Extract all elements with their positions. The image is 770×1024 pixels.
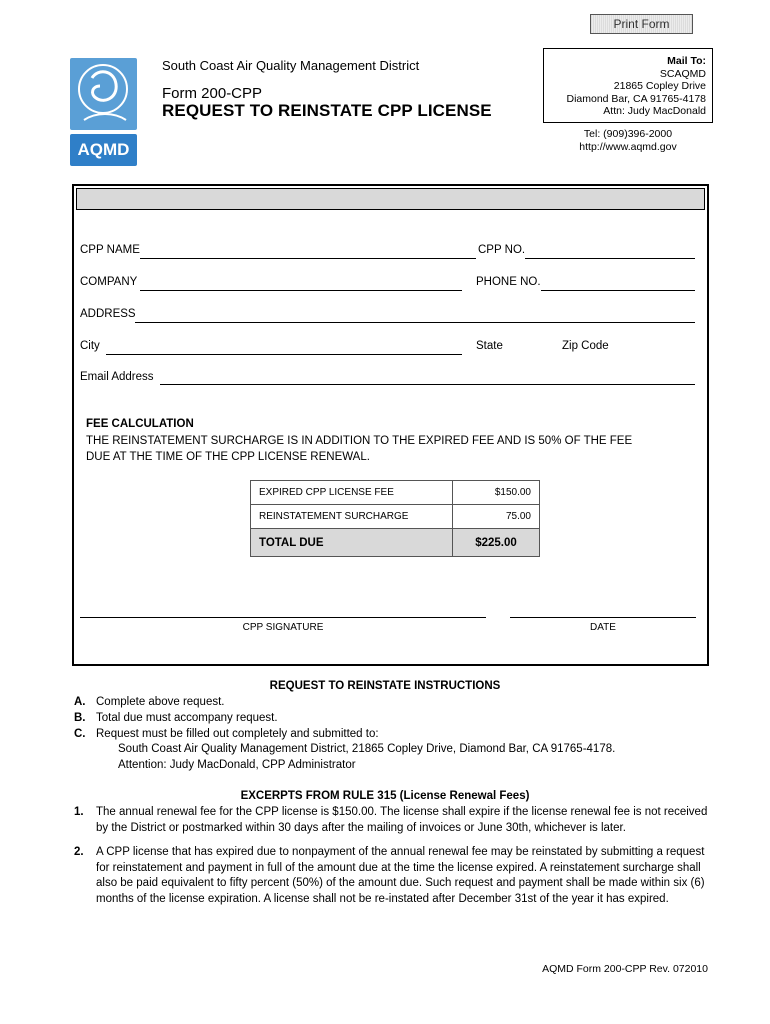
total-row bbox=[251, 529, 540, 557]
company-label: COMPANY bbox=[80, 276, 138, 288]
excerpt-item bbox=[74, 805, 714, 836]
instruction-text: Request must be filled out completely and submitted to: bbox=[96, 728, 379, 740]
submission-address: South Coast Air Quality Management District, 21865 Copley Drive, Diamond Bar, CA 91765-4178. bbox=[118, 743, 616, 755]
logo-emblem bbox=[70, 58, 137, 130]
fee-table bbox=[250, 480, 540, 557]
company-input[interactable] bbox=[140, 290, 462, 291]
district-name: South Coast Air Quality Management District bbox=[162, 58, 420, 73]
mail-to-line: Diamond Bar, CA 91765-4178 bbox=[566, 92, 706, 105]
form-header-bar bbox=[76, 188, 705, 210]
fee-calculation-text: THE REINSTATEMENT SURCHARGE IS IN ADDITION TO THE EXPIRED FEE AND IS 50% OF THE FEE DUE AT THE TIME OF THE CPP LICENSE RENEWAL. bbox=[86, 435, 633, 463]
cpp-no-input[interactable] bbox=[525, 258, 695, 259]
email-input[interactable] bbox=[160, 384, 695, 385]
phone-no-input[interactable] bbox=[541, 290, 695, 291]
logo-figure-icon bbox=[70, 58, 137, 130]
total-label: TOTAL DUE bbox=[251, 529, 453, 557]
submission-attention: Attention: Judy MacDonald, CPP Administrator bbox=[118, 759, 356, 771]
fee-row-label: EXPIRED CPP LICENSE FEE bbox=[251, 481, 453, 505]
instruction-key: C. bbox=[74, 728, 86, 740]
contact-info bbox=[543, 128, 713, 153]
excerpts-title: EXCERPTS FROM RULE 315 (License Renewal Fees) bbox=[240, 790, 530, 802]
cpp-name-input[interactable] bbox=[140, 258, 476, 259]
excerpt-text: The annual renewal fee for the CPP license is $150.00. The license shall expire if the license renewal fee is not received by the District or postmarked within 30 days after the mailing of invoices or June 30th, whichever is later. bbox=[96, 806, 708, 834]
fee-row-value: $150.00 bbox=[453, 481, 540, 505]
instruction-item bbox=[74, 695, 714, 711]
mail-to-box bbox=[543, 48, 713, 123]
aqmd-logo bbox=[70, 58, 137, 166]
mail-to-heading: Mail To: bbox=[667, 55, 706, 67]
instruction-key: B. bbox=[74, 712, 86, 724]
zip-code-label: Zip Code bbox=[562, 340, 609, 352]
fee-row-label: REINSTATEMENT SURCHARGE bbox=[251, 505, 453, 529]
date-line[interactable] bbox=[510, 617, 696, 618]
cpp-name-label: CPP NAME bbox=[80, 244, 140, 256]
mail-to-line: SCAQMD bbox=[659, 67, 706, 80]
total-value: $225.00 bbox=[453, 529, 540, 557]
print-form-button[interactable]: Print Form bbox=[590, 14, 693, 34]
signature-line[interactable] bbox=[80, 617, 486, 618]
phone-no-label: PHONE NO. bbox=[476, 276, 541, 288]
cpp-no-label: CPP NO. bbox=[478, 244, 526, 256]
instruction-item bbox=[74, 727, 714, 743]
city-label: City bbox=[80, 340, 100, 352]
city-input[interactable] bbox=[106, 354, 462, 355]
telephone: Tel: (909)396-2000 bbox=[583, 128, 673, 140]
fee-calculation-heading: FEE CALCULATION bbox=[86, 418, 194, 430]
instruction-text: Complete above request. bbox=[96, 696, 225, 708]
excerpt-key: 2. bbox=[74, 846, 84, 858]
form-number: Form 200-CPP bbox=[162, 85, 263, 102]
mail-to-line: Attn: Judy MacDonald bbox=[603, 105, 706, 117]
email-label: Email Address bbox=[80, 371, 154, 383]
excerpt-text: A CPP license that has expired due to nonpayment of the annual renewal fee may be reinstated by submitting a request for reinstatement and payment in full of the amount due at the time the license expired. A reinstatement surcharge shall also be paid equivalent to fifty percent (50%) of the amount due. Such request and payment shall be made within six (6) months of the license expiration. A license shall not be re-instated after December 31st of the year it has expired. bbox=[96, 846, 705, 905]
address-input[interactable] bbox=[135, 322, 695, 323]
date-label: DATE bbox=[590, 622, 616, 633]
instruction-item bbox=[74, 711, 714, 727]
website-link[interactable]: http://www.aqmd.gov bbox=[579, 140, 677, 153]
form-revision-footer: AQMD Form 200-CPP Rev. 072010 bbox=[542, 963, 708, 975]
instruction-key: A. bbox=[74, 696, 86, 708]
excerpt-key: 1. bbox=[74, 806, 84, 818]
state-label: State bbox=[476, 340, 503, 352]
fee-row-value: 75.00 bbox=[453, 505, 540, 529]
address-label: ADDRESS bbox=[80, 308, 136, 320]
instructions-title: REQUEST TO REINSTATE INSTRUCTIONS bbox=[269, 680, 501, 692]
form-title: REQUEST TO REINSTATE CPP LICENSE bbox=[162, 101, 492, 120]
excerpt-item bbox=[74, 845, 714, 907]
logo-text: AQMD bbox=[70, 134, 137, 166]
instruction-text: Total due must accompany request. bbox=[96, 712, 278, 724]
mail-to-line: 21865 Copley Drive bbox=[613, 80, 706, 92]
fee-row bbox=[251, 481, 540, 505]
signature-label: CPP SIGNATURE bbox=[242, 622, 324, 633]
fee-row bbox=[251, 505, 540, 529]
